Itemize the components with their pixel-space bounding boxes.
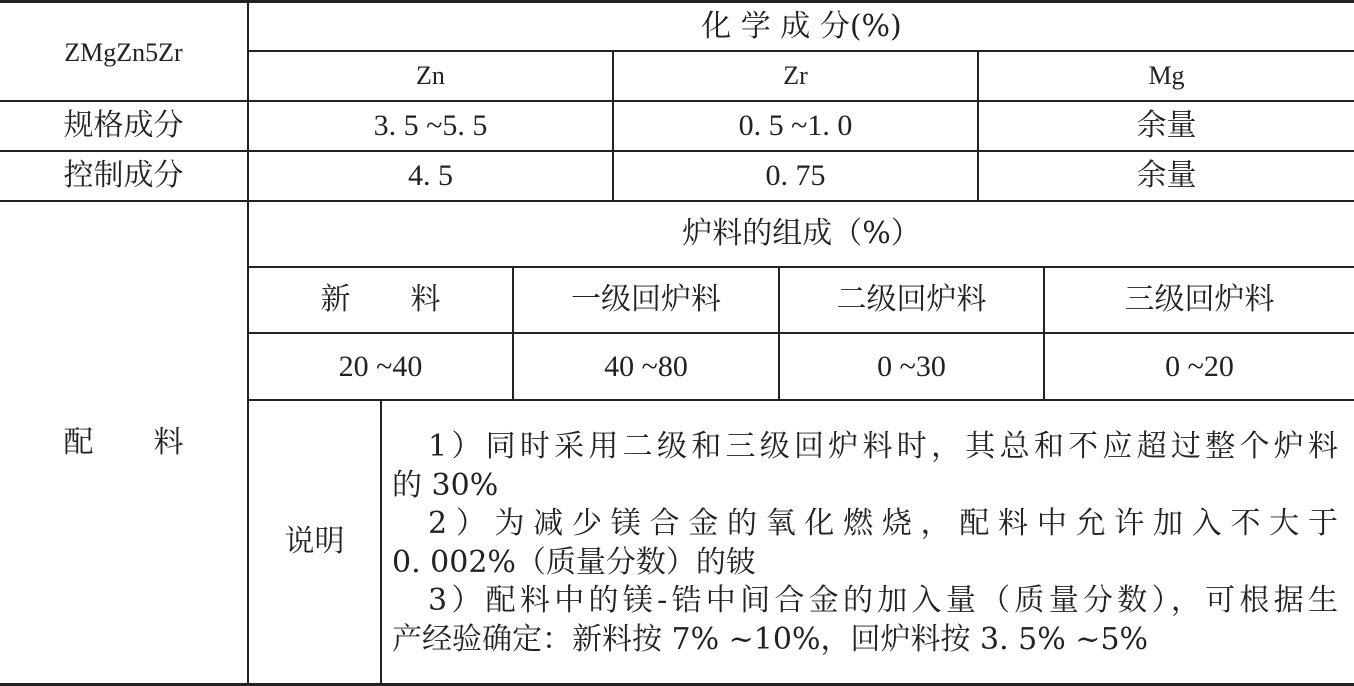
note-line-3: 2）为减少镁合金的氧化燃烧，配料中允许加入不大于	[428, 506, 1338, 541]
rule-notes-label	[380, 399, 382, 685]
spec-zn: 3. 5 ~5. 5	[373, 109, 488, 142]
spec-zr: 0. 5 ~1. 0	[738, 109, 853, 142]
control-zr: 0. 75	[765, 159, 826, 192]
element-mg: Mg	[1148, 61, 1185, 90]
charge-header-third-return: 三级回炉料	[1124, 282, 1275, 317]
charge-composition-title: 炉料的组成（%）	[682, 216, 921, 251]
control-zn: 4. 5	[408, 159, 453, 192]
element-zn: Zn	[416, 61, 445, 90]
charge-value-first-return: 40 ~80	[604, 349, 688, 383]
charge-value-new: 20 ~40	[338, 349, 423, 383]
rule-under-charge-values	[248, 399, 1354, 401]
charge-value-third-return: 0 ~20	[1165, 349, 1234, 383]
charge-value-second-return: 0 ~30	[877, 349, 946, 383]
notes-block	[392, 428, 1338, 659]
note-line-4: 0. 002%（质量分数）的铍	[392, 544, 756, 580]
spec-mg: 余量	[1136, 108, 1197, 143]
note-line-1: 1）同时采用二级和三级回炉料时，其总和不应超过整个炉料	[428, 429, 1338, 464]
alloy-designation: ZMgZn5Zr	[64, 38, 183, 67]
table-top-border	[0, 0, 1354, 3]
control-mg: 余量	[1136, 158, 1197, 193]
charge-header-second-return: 二级回炉料	[836, 282, 987, 317]
note-line-5: 3）配料中的镁-锆中间合金的加入量（质量分数），可根据生	[428, 583, 1338, 618]
notes-label: 说明	[284, 524, 345, 559]
control-label: 控制成分	[63, 158, 184, 193]
note-line-6: 产经验确定：新料按 7% ~10%，回炉料按 3. 5% ~5%	[392, 621, 1149, 657]
element-zr: Zr	[783, 61, 808, 90]
batching-label: 配 料	[63, 424, 184, 460]
charge-header-new: 新 料	[320, 282, 441, 317]
chem-composition-title: 化 学 成 分(%)	[701, 9, 902, 44]
charge-header-first-return: 一级回炉料	[571, 282, 721, 317]
note-line-2: 的 30%	[392, 467, 499, 503]
spec-label: 规格成分	[63, 108, 184, 143]
